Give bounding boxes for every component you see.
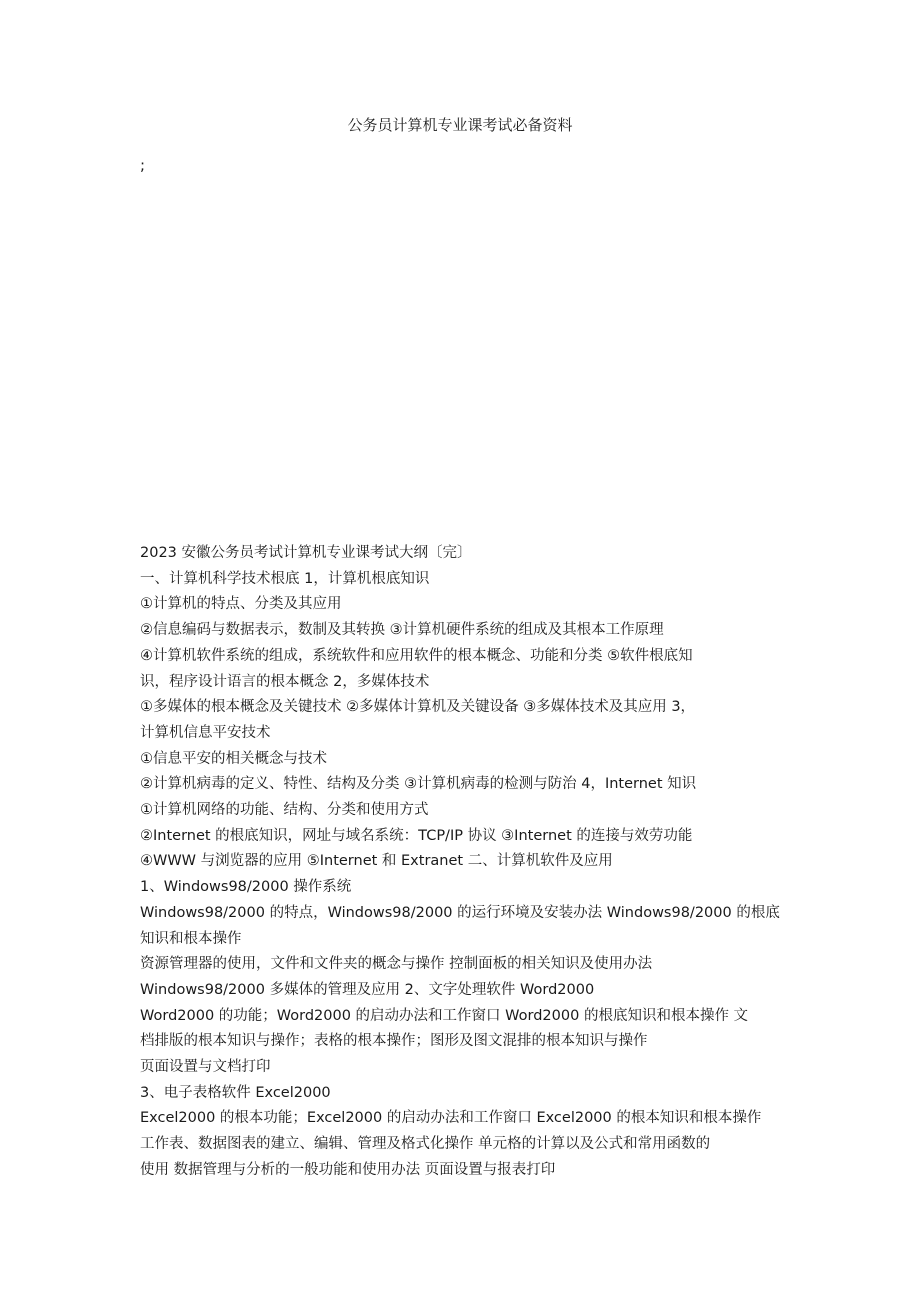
text-line: 1、Windows98/2000 操作系统 [140,879,352,896]
text-line: 页面设置与文档打印 [140,1059,271,1076]
text-line: ①多媒体的根本概念及关键技术 ②多媒体计算机及关键设备 ③多媒体技术及其应用 3， [140,699,696,716]
text-line: 使用 数据管理与分析的一般功能和使用办法 页面设置与报表打印 [140,1161,556,1178]
text-line: 计算机信息平安技术 [140,724,271,741]
text-line: 3、电子表格软件 Excel2000 [140,1084,331,1101]
document-title: 公务员计算机专业课考试必备资料 [347,116,573,134]
text-line: Excel2000 的根本功能；Excel2000 的启动办法和工作窗口 Excel2000 的根本知识和根本操作 [140,1110,762,1127]
text-line: 资源管理器的使用，文件和文件夹的概念与操作 控制面板的相关知识及使用办法 [140,956,653,973]
text-line: ②信息编码与数据表示，数制及其转换 ③计算机硬件系统的组成及其根本工作原理 [140,622,664,639]
text-line: 工作表、数据图表的建立、编辑、管理及格式化操作 单元格的计算以及公式和常用函数的 [140,1136,711,1153]
text-line: ②Internet 的根底知识，网址与域名系统：TCP/IP 协议 ③Internet 的连接与效劳功能 [140,827,693,844]
text-line: ④计算机软件系统的组成，系统软件和应用软件的根本概念、功能和分类 ⑤软件根底知 [140,647,693,664]
semicolon-marker: ; [140,156,146,174]
text-line: 一、计算机科学技术根底 1，计算机根底知识 [140,570,430,587]
text-line: 档排版的根本知识与操作；表格的根本操作；图形及图文混排的根本知识与操作 [140,1033,648,1050]
text-line: 知识和根本操作 [140,930,242,947]
text-line: Word2000 的功能；Word2000 的启动办法和工作窗口 Word2000 的根底知识和根本操作 文 [140,1007,749,1024]
text-line: ①信息平安的相关概念与技术 [140,750,327,767]
text-line: ①计算机网络的功能、结构、分类和使用方式 [140,802,429,819]
text-line: ④WWW 与浏览器的应用 ⑤Internet 和 Extranet 二、计算机软件及应用 [140,853,613,870]
text-line: ①计算机的特点、分类及其应用 [140,596,342,613]
document-body [140,541,800,1184]
text-line: ②计算机病毒的定义、特性、结构及分类 ③计算机病毒的检测与防治 4，Internet 知识 [140,776,697,793]
text-line: Windows98/2000 多媒体的管理及应用 2、文字处理软件 Word2000 [140,981,595,998]
text-line: 2023 安徽公务员考试计算机专业课考试大纲〔完〕 [140,545,472,561]
text-line: Windows98/2000 的特点，Windows98/2000 的运行环境及安装办法 Windows98/2000 的根底 [140,904,780,921]
text-line: 识，程序设计语言的根本概念 2，多媒体技术 [140,673,430,690]
